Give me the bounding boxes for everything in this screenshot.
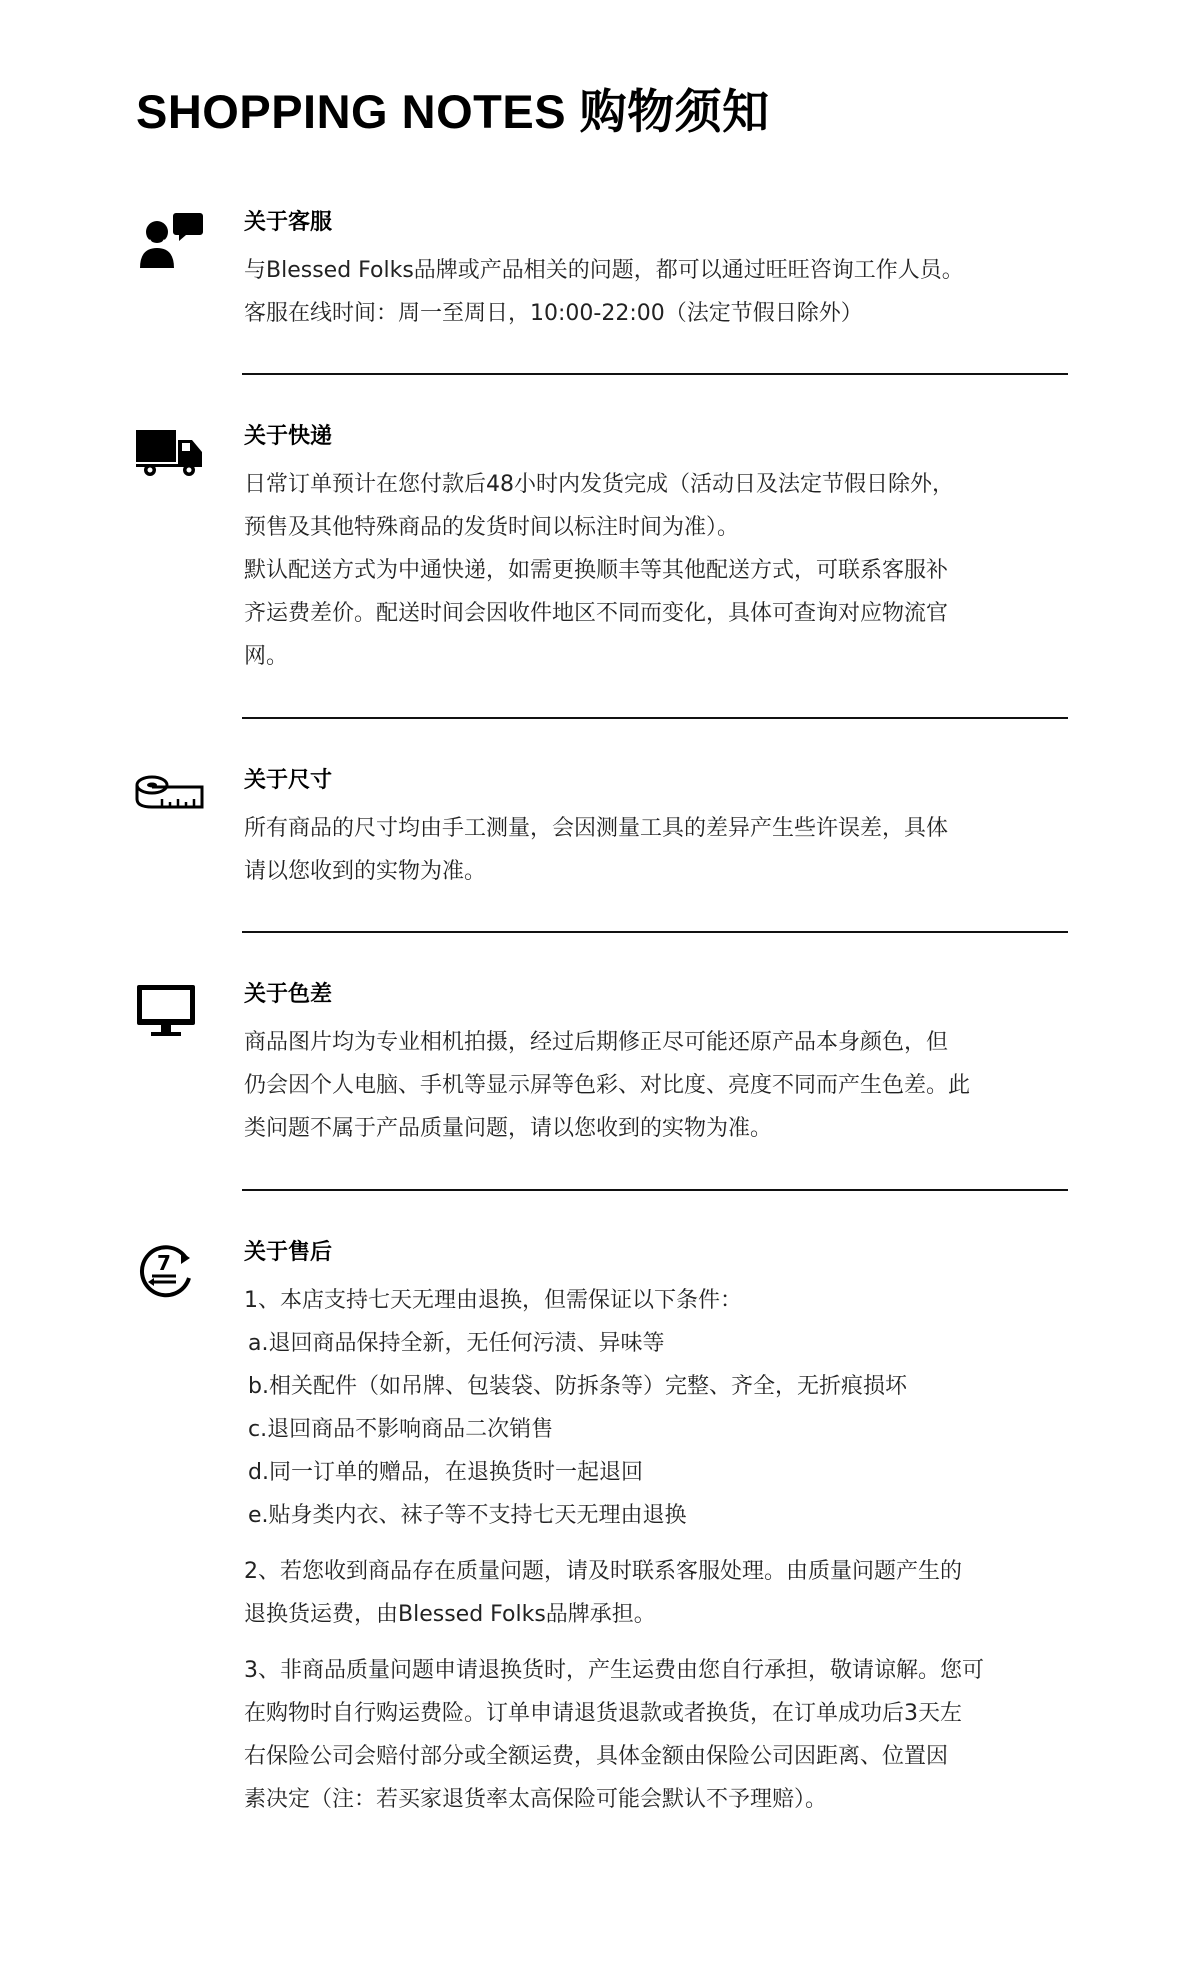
section-content	[244, 206, 1074, 335]
section-divider	[242, 373, 1068, 375]
monitor-icon	[134, 982, 204, 1042]
aftersale-condition: c.退回商品不影响商品二次销售	[248, 1417, 554, 1442]
aftersale-line: 在购物时自行购运费险。订单申请退货退款或者换货，在订单成功后3天左	[244, 1701, 962, 1726]
section-content	[244, 764, 1074, 893]
section-heading: 关于尺寸	[244, 768, 333, 793]
delivery-line: 预售及其他特殊商品的发货时间以标注时间为准）。	[244, 515, 740, 540]
size-line: 所有商品的尺寸均由手工测量，会因测量工具的差异产生些许误差，具体	[244, 816, 949, 841]
color-line: 仍会因个人电脑、手机等显示屏等色彩、对比度、亮度不同而产生色差。此	[244, 1073, 971, 1098]
delivery-line: 齐运费差价。配送时间会因收件地区不同而变化，具体可查询对应物流官	[244, 601, 949, 626]
section-divider	[242, 931, 1068, 933]
aftersale-line: 右保险公司会赔付部分或全额运费，具体金额由保险公司因距离、位置因	[244, 1744, 949, 1769]
delivery-truck-icon	[134, 424, 204, 484]
aftersale-condition: d.同一订单的赠品，在退换货时一起退回	[248, 1460, 643, 1485]
size-line: 请以您收到的实物为准。	[244, 859, 487, 884]
aftersale-line: 1、本店支持七天无理由退换，但需保证以下条件：	[244, 1288, 742, 1313]
color-line: 商品图片均为专业相机拍摄，经过后期修正尽可能还原产品本身颜色，但	[244, 1030, 949, 1055]
customer-service-icon	[134, 210, 204, 270]
aftersale-line: 3、非商品质量问题申请退换货时，产生运费由您自行承担，敬请谅解。您可	[244, 1658, 984, 1683]
section-divider	[242, 1189, 1068, 1191]
section-content	[244, 978, 1074, 1150]
aftersale-condition: b.相关配件（如吊牌、包装袋、防拆条等）完整、齐全，无折痕损坏	[248, 1374, 907, 1399]
delivery-line: 默认配送方式为中通快递，如需更换顺丰等其他配送方式，可联系客服补	[244, 558, 949, 583]
service-line: 客服在线时间：周一至周日，10:00-22:00（法定节假日除外）	[244, 301, 863, 326]
svg-text:7: 7	[157, 1251, 171, 1275]
measuring-tape-icon	[134, 766, 204, 826]
section-content	[244, 1236, 1074, 1821]
section-heading: 关于色差	[244, 982, 333, 1007]
delivery-line: 日常订单预计在您付款后48小时内发货完成（活动日及法定节假日除外，	[244, 472, 954, 497]
section-heading: 关于售后	[244, 1240, 333, 1265]
section-divider	[242, 717, 1068, 719]
color-line: 类问题不属于产品质量问题，请以您收到的实物为准。	[244, 1116, 773, 1141]
aftersale-condition: a.退回商品保持全新，无任何污渍、异味等	[248, 1331, 665, 1356]
page-title: SHOPPING NOTES 购物须知	[136, 85, 770, 138]
aftersale-line: 素决定（注：若买家退货率太高保险可能会默认不予理赔）。	[244, 1787, 828, 1812]
aftersale-line: 退换货运费，由Blessed Folks品牌承担。	[244, 1602, 656, 1627]
aftersale-line: 2、若您收到商品存在质量问题，请及时联系客服处理。由质量问题产生的	[244, 1559, 962, 1584]
seven-day-return-icon	[134, 1238, 204, 1298]
section-heading: 关于快递	[244, 424, 333, 449]
service-line: 与Blessed Folks品牌或产品相关的问题，都可以通过旺旺咨询工作人员。	[244, 258, 964, 283]
aftersale-condition: e.贴身类内衣、袜子等不支持七天无理由退换	[248, 1503, 687, 1528]
section-heading: 关于客服	[244, 210, 333, 235]
section-content	[244, 420, 1074, 678]
delivery-line: 网。	[244, 644, 289, 669]
